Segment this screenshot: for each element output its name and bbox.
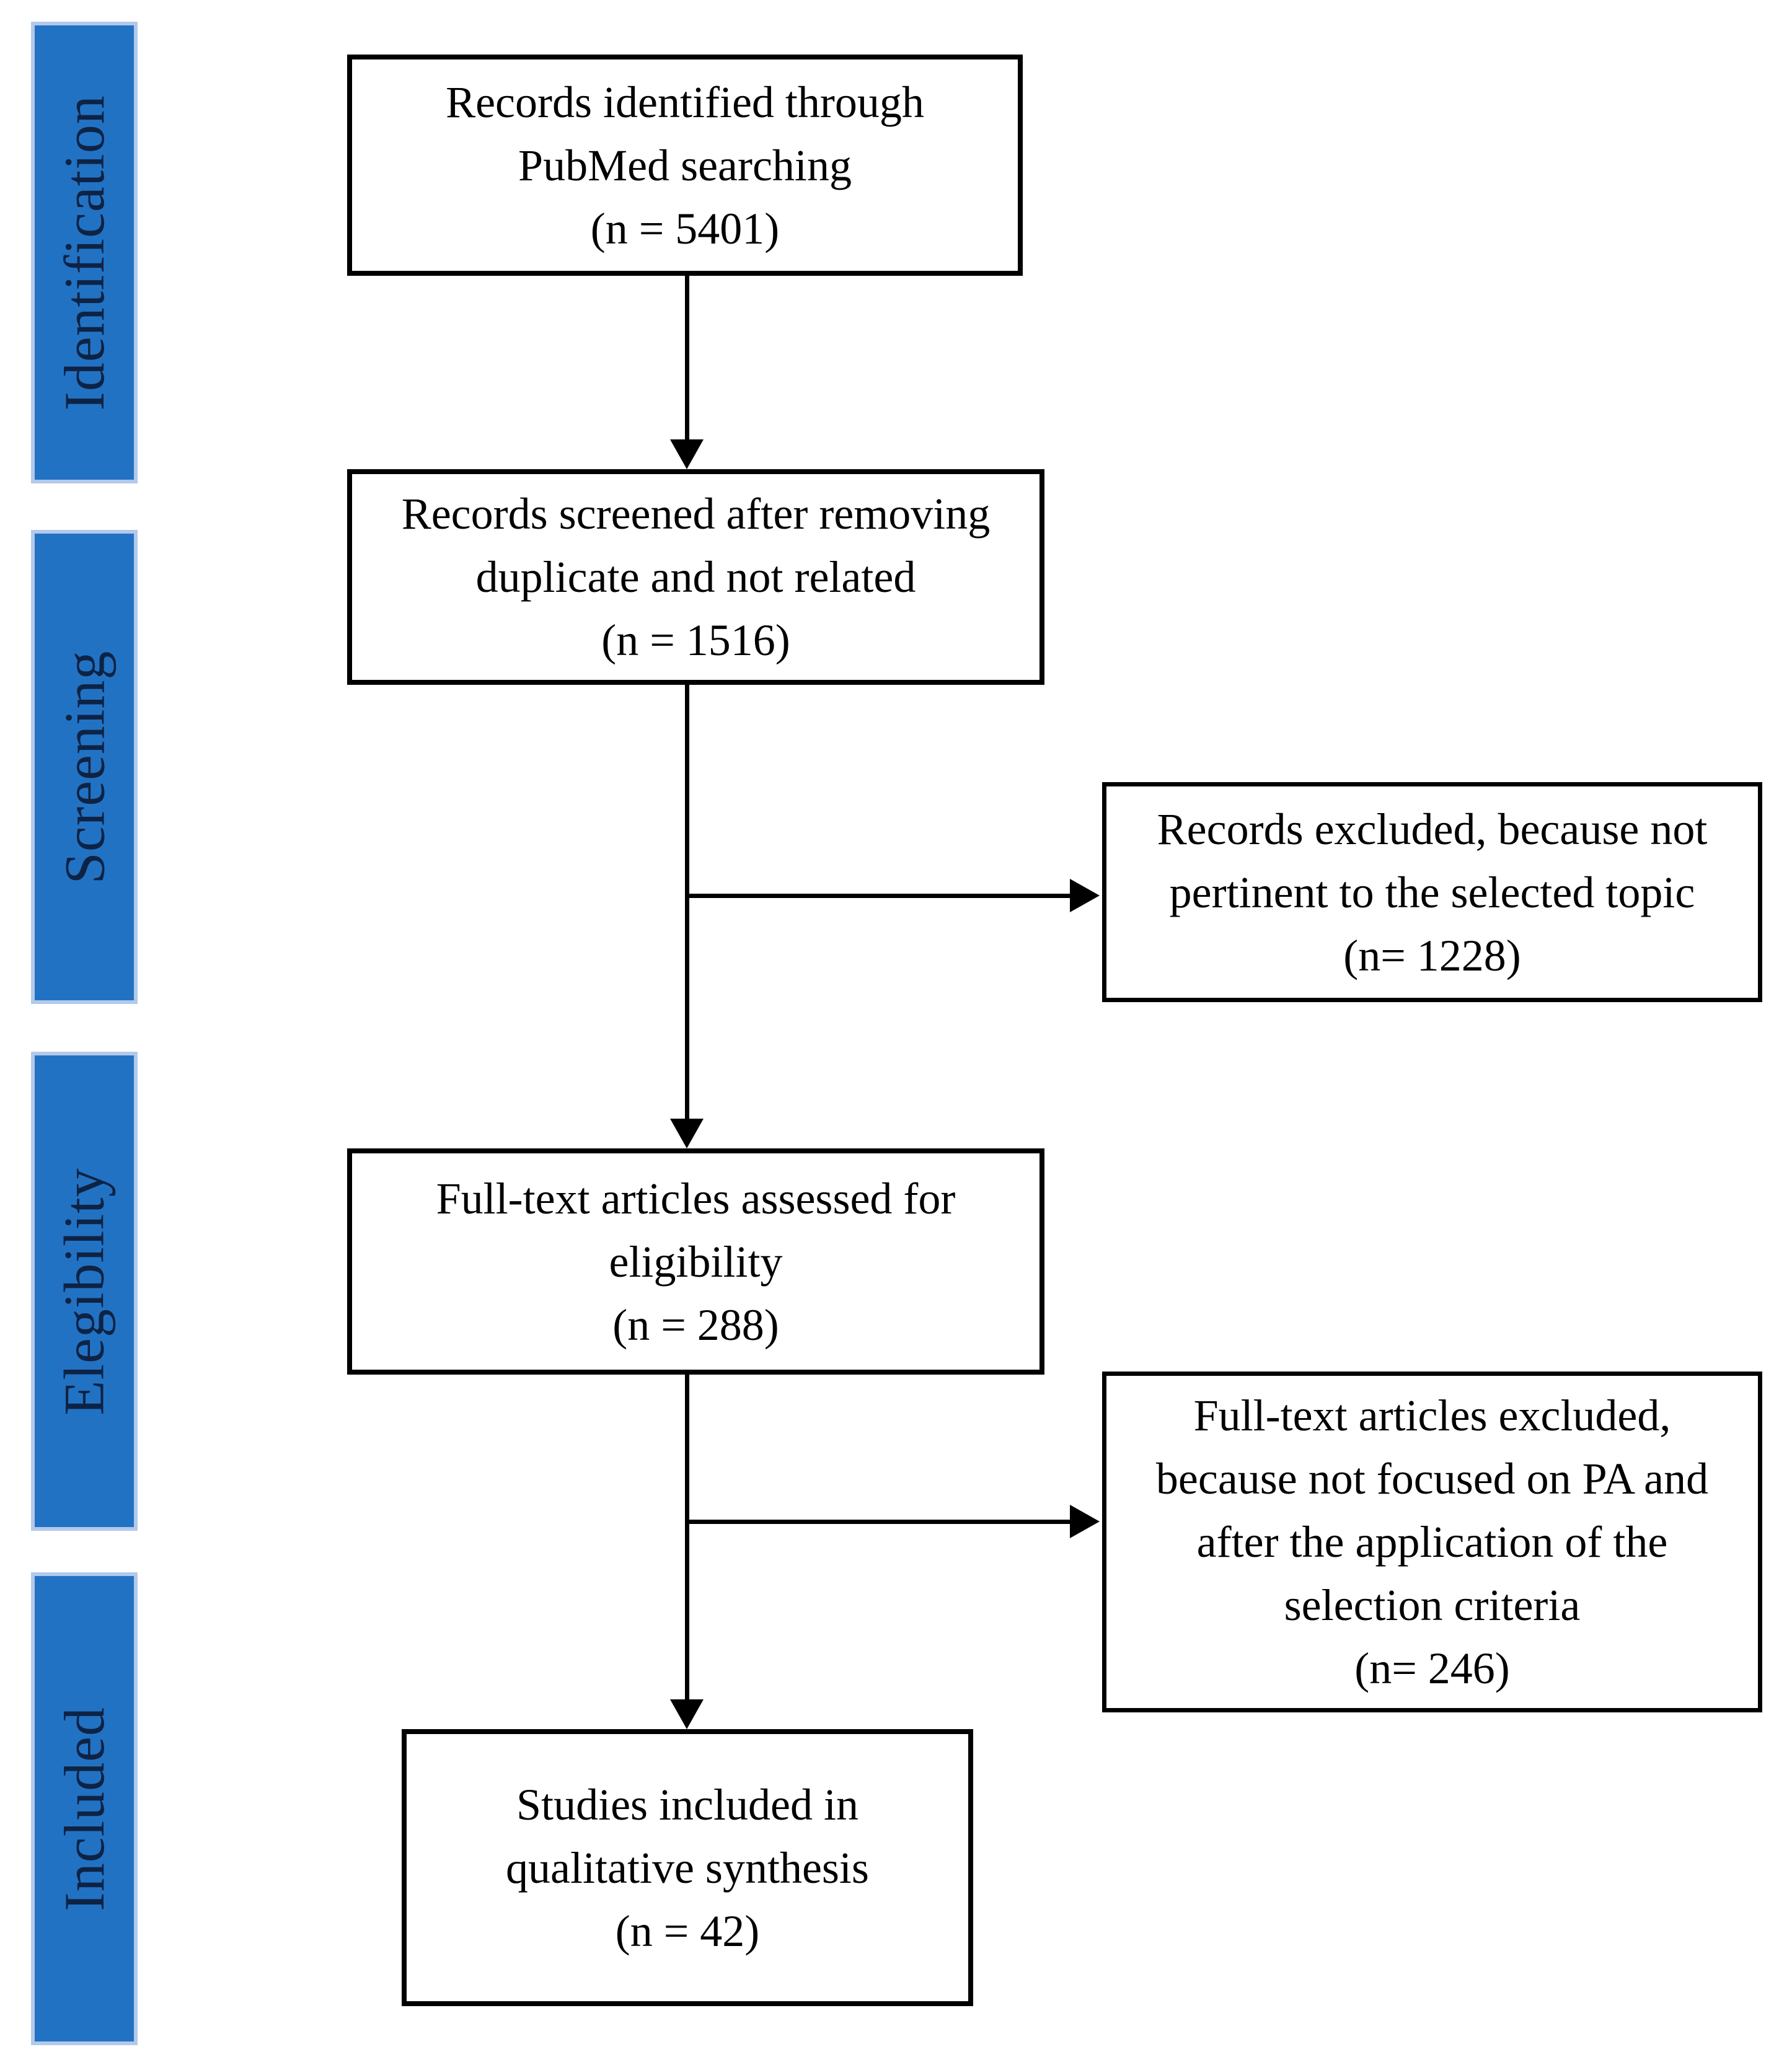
box-text-line: after the application of the <box>1196 1517 1668 1567</box>
box-text-line: Records excluded, because not <box>1157 804 1708 854</box>
connector-screened-to-fulltext <box>685 685 689 1120</box>
connector-screened-to-records-excluded <box>685 894 1072 898</box>
arrowhead-fulltext-to-included <box>670 1699 704 1729</box>
box-text-line: pertinent to the selected topic <box>1169 867 1695 917</box>
box-text-line: duplicate and not related <box>475 552 916 602</box>
stage-label-included: Included <box>53 1706 116 1911</box>
connector-fulltext-to-fulltext-excluded <box>685 1520 1072 1524</box>
stage-band-identification <box>31 22 138 483</box>
box-text-line: (n= 1228) <box>1343 930 1521 980</box>
box-text-line: Full-text articles assessed for <box>436 1173 956 1223</box>
stage-label-identification: Identification <box>53 94 117 411</box>
box-fulltext-excluded <box>1102 1372 1762 1712</box>
box-text-line: (n = 1516) <box>601 615 790 665</box>
box-text-line: Studies included in <box>516 1779 858 1830</box>
connector-fulltext-to-included <box>685 1375 689 1701</box>
arrowhead-records-excluded <box>1070 879 1100 912</box>
arrowhead-fulltext-excluded <box>1070 1505 1100 1538</box>
box-text-line: Records screened after removing <box>401 489 991 539</box>
box-records-screened <box>347 469 1044 685</box>
stage-band-screening <box>31 530 138 1004</box>
box-text-line: Records identified through <box>446 77 924 127</box>
stage-band-included <box>31 1572 138 2045</box>
box-records-identified <box>347 55 1023 276</box>
box-text-line: PubMed searching <box>518 140 852 190</box>
box-text-line: (n = 42) <box>615 1906 760 1956</box>
arrowhead-screened-to-fulltext <box>670 1119 704 1148</box>
box-text-line: Full-text articles excluded, <box>1193 1391 1671 1440</box>
stage-label-elegibility: Elegibility <box>53 1167 116 1416</box>
connector-identified-to-screened <box>685 276 689 441</box>
stage-band-elegibility <box>31 1052 138 1531</box>
box-studies-included <box>402 1729 973 2006</box>
box-fulltext-assessed <box>347 1148 1044 1375</box>
box-text-line: eligibility <box>609 1236 783 1287</box>
box-text-line: selection criteria <box>1284 1580 1581 1630</box>
stage-label-screening: Screening <box>53 650 116 884</box>
box-text-line: because not focused on PA and <box>1155 1454 1709 1504</box>
box-text-line: (n = 288) <box>612 1300 779 1350</box>
box-records-excluded <box>1102 782 1762 1002</box>
box-text-line: (n = 5401) <box>590 203 780 253</box>
box-text-line: (n= 246) <box>1354 1644 1510 1693</box>
arrowhead-identified-to-screened <box>670 439 704 469</box>
box-text-line: qualitative synthesis <box>506 1843 869 1893</box>
